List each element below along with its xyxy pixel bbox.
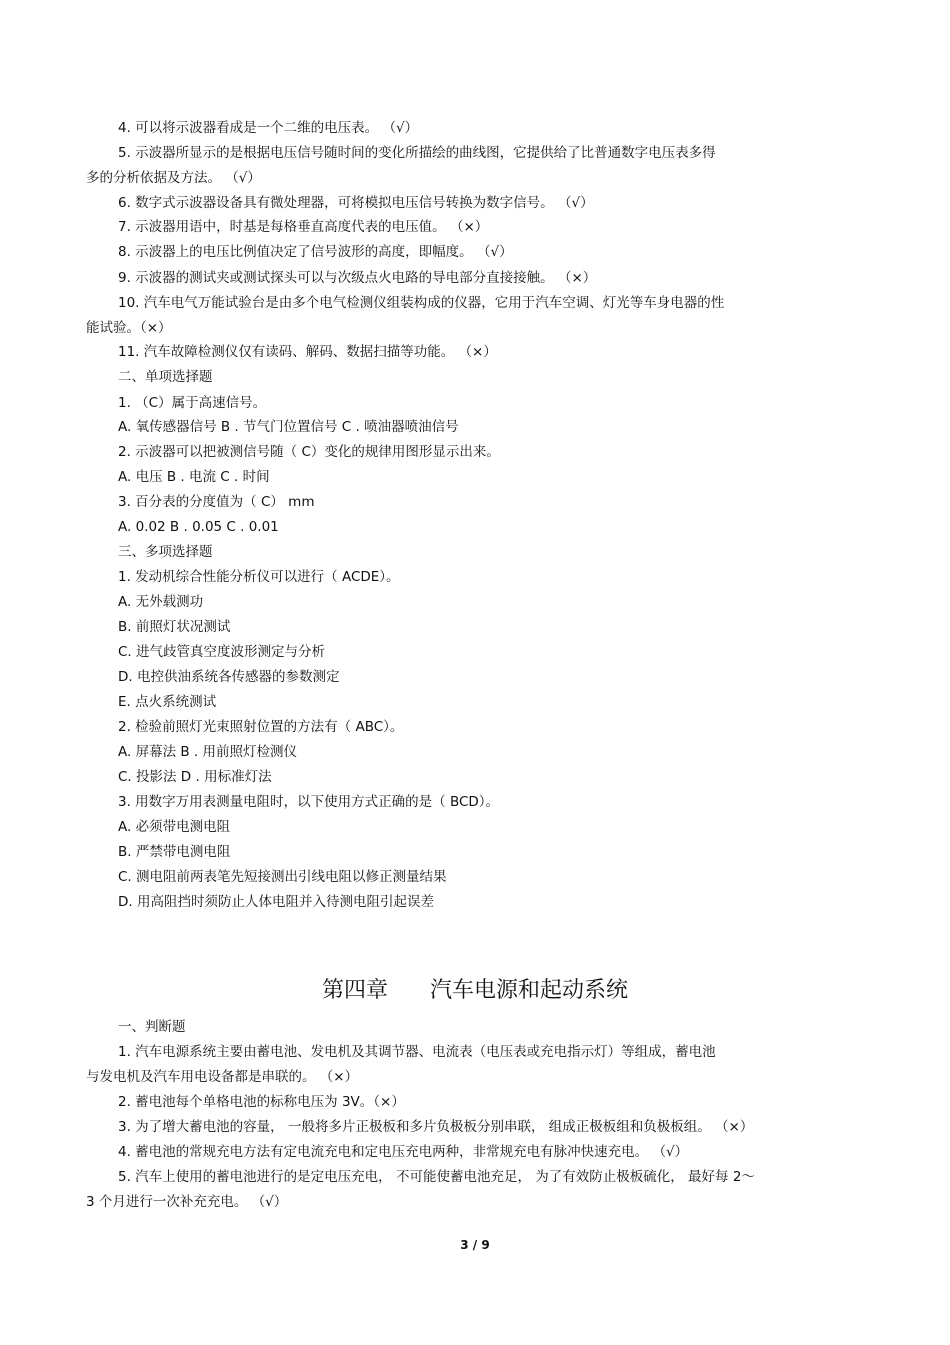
option-item: D. 用高阻挡时须防止人体电阻并入待测电阻引起误差	[118, 894, 434, 910]
text-line: 2. 蓄电池每个单格电池的标称电压为 3V。（×）	[118, 1094, 405, 1110]
option-item: A. 无外载测功	[118, 594, 204, 610]
option-item: E. 点火系统测试	[118, 694, 217, 710]
text-line: 9. 示波器的测试夹或测试探头可以与次级点火电路的导电部分直接接触。 （×）	[118, 270, 597, 286]
text-line: 3. 为了增大蓄电池的容量， 一般将多片正极板和多片负极板分别串联， 组成正极板组和负极板组。 （×）	[118, 1119, 754, 1135]
options-line: A. 屏幕法 B . 用前照灯检测仪	[118, 744, 298, 760]
text-line: 3 个月进行一次补充充电。 （√）	[86, 1194, 288, 1210]
chapter-title: 第四章 汽车电源和起动系统	[322, 978, 628, 1003]
text-line: 10. 汽车电气万能试验台是由多个电气检测仪组装构成的仪器，它用于汽车空调、灯光等车身电器的性	[118, 295, 725, 311]
question-line: 3. 百分表的分度值为（ C） mm	[118, 494, 315, 510]
option-item: C. 进气歧管真空度波形测定与分析	[118, 644, 326, 660]
section-heading: 一、判断题	[118, 1019, 186, 1035]
question-line: 3. 用数字万用表测量电阻时，以下使用方式正确的是（ BCD）。	[118, 794, 500, 810]
text-line: 11. 汽车故障检测仪仅有读码、解码、数据扫描等功能。 （×）	[118, 344, 497, 360]
question-line: 2. 示波器可以把被测信号随（ C）变化的规律用图形显示出来。	[118, 444, 500, 460]
text-line: 6. 数字式示波器设备具有微处理器，可将模拟电压信号转换为数字信号。 （√）	[118, 195, 594, 211]
options-line: A. 0.02 B . 0.05 C . 0.01	[118, 519, 279, 535]
text-line: 7. 示波器用语中，时基是每格垂直高度代表的电压值。 （×）	[118, 219, 489, 235]
text-line: 8. 示波器上的电压比例值决定了信号波形的高度，即幅度。 （√）	[118, 244, 513, 260]
text-line: 1. 汽车电源系统主要由蓄电池、发电机及其调节器、电流表（电压表或充电指示灯）等组成，蓄电池	[118, 1044, 716, 1060]
option-item: B. 严禁带电测电阻	[118, 844, 231, 860]
text-line: 5. 汽车上使用的蓄电池进行的是定电压充电， 不可能使蓄电池充足， 为了有效防止极板硫化， 最好每 2～	[118, 1169, 755, 1185]
option-item: A. 必须带电测电阻	[118, 819, 231, 835]
question-line: 1. （C）属于高速信号。	[118, 395, 267, 411]
text-line: 能试验。（×）	[86, 320, 172, 336]
section-heading: 三、多项选择题	[118, 544, 213, 560]
option-item: B. 前照灯状况测试	[118, 619, 231, 635]
text-line: 4. 可以将示波器看成是一个二维的电压表。 （√）	[118, 120, 419, 136]
option-item: D. 电控供油系统各传感器的参数测定	[118, 669, 340, 685]
text-line: 与发电机及汽车用电设备都是串联的。 （×）	[86, 1069, 359, 1085]
text-line: 多的分析依据及方法。 （√）	[86, 170, 261, 186]
option-item: C. 测电阻前两表笔先短接测出引线电阻以修正测量结果	[118, 869, 447, 885]
options-line: A. 氧传感器信号 B . 节气门位置信号 C . 喷油器喷油信号	[118, 419, 459, 435]
options-line: C. 投影法 D . 用标准灯法	[118, 769, 272, 785]
section-heading: 二、单项选择题	[118, 369, 213, 385]
page-number: 3 / 9	[460, 1238, 490, 1252]
text-line: 5. 示波器所显示的是根据电压信号随时间的变化所描绘的曲线图，它提供给了比普通数字电压表多得	[118, 145, 716, 161]
question-line: 1. 发动机综合性能分析仪可以进行（ ACDE）。	[118, 569, 400, 585]
question-line: 2. 检验前照灯光束照射位置的方法有（ ABC）。	[118, 719, 404, 735]
text-line: 4. 蓄电池的常规充电方法有定电流充电和定电压充电两种，非常规充电有脉冲快速充电。 （√）	[118, 1144, 689, 1160]
options-line: A. 电压 B . 电流 C . 时间	[118, 469, 270, 485]
